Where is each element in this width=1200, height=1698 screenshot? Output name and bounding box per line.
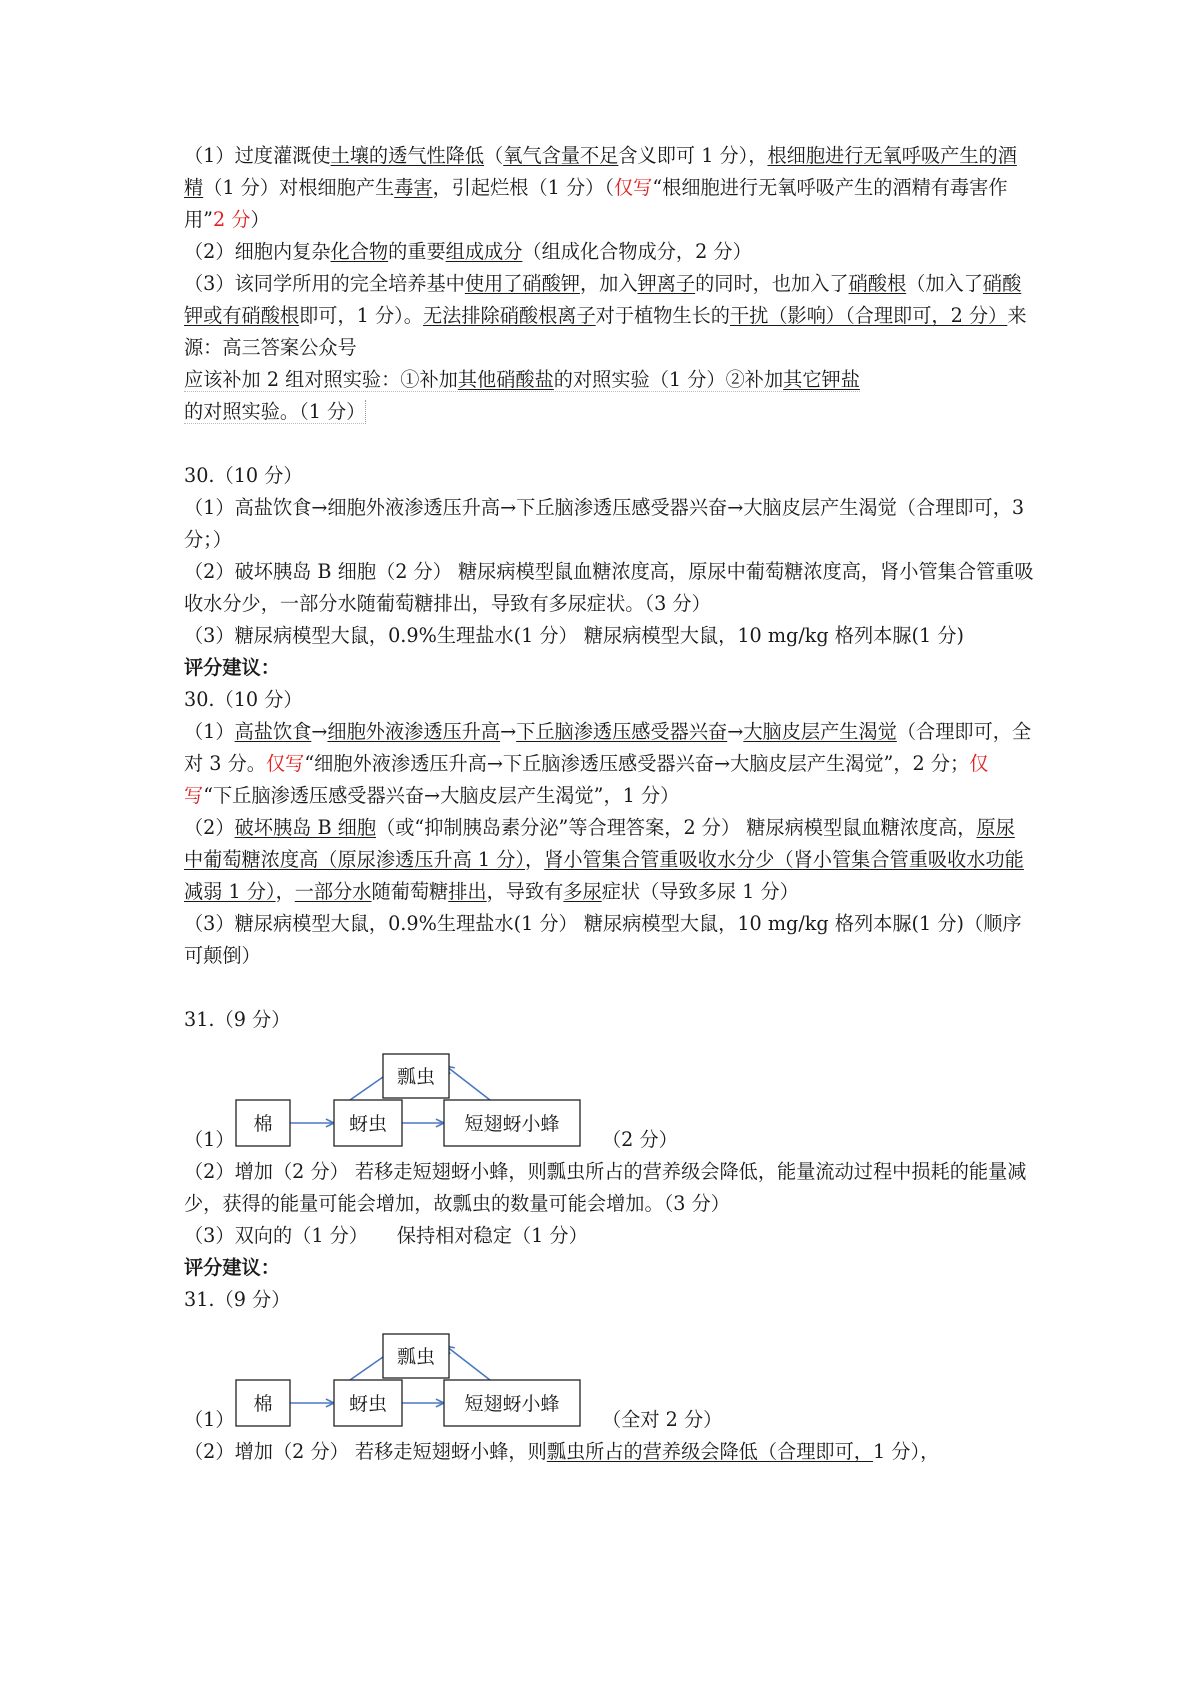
source-note: 来源：高三答案公众号 (184, 304, 1027, 359)
text: 症状（导致多尿 1 分） (601, 880, 799, 903)
node-label: 短翅蚜小蜂 (464, 1113, 560, 1135)
text: （1） (184, 720, 235, 743)
node-label: 棉 (253, 1393, 273, 1415)
key-point: 氧气含量不足 (503, 144, 619, 167)
q31b-line2 (184, 1436, 1034, 1468)
q30b-part3: （3）糖尿病模型大鼠，0.9%生理盐水(1 分） 糖尿病模型大鼠，10 mg/kg 格列本脲(1 分)（顺序可颠倒） (184, 912, 1022, 967)
answer-page (184, 140, 1034, 1468)
q30b-part2 (184, 812, 1034, 908)
q29-part3 (184, 268, 1034, 364)
node-wasp (444, 1100, 580, 1146)
q31-line3: （3）双向的（1 分） 保持相对稳定（1 分） (184, 1224, 588, 1247)
key-point: 肾小管集合管重吸收水分少（肾小管集合管重吸收水功能减弱 1 分） (184, 848, 1024, 903)
node-aphid (334, 1100, 402, 1146)
key-point: 其它钾盐 (783, 368, 860, 391)
q30-line3: （3）糖尿病模型大鼠，0.9%生理盐水(1 分） 糖尿病模型大鼠，10 mg/kg 格列本脲(1 分) (184, 624, 965, 647)
node-cotton (236, 1100, 290, 1146)
text: 1 分）， (873, 1440, 940, 1463)
key-point: 干扰（影响）（合理即可，2 分） (729, 304, 1008, 327)
text: （1）过度灌溉使 (184, 144, 331, 167)
q29-part4 (184, 364, 1034, 428)
text: （2）细胞内复杂 (184, 240, 331, 263)
q31-part1-label: （1） (184, 1128, 235, 1151)
key-point: 高盐饮食 (234, 720, 312, 743)
text: 含义即可 1 分）， (618, 144, 768, 167)
arrow-text: → (311, 720, 328, 743)
key-point: 排出 (448, 880, 487, 903)
key-point: 组成成分 (445, 240, 523, 263)
key-point: 使用了硝酸钾 (464, 272, 580, 295)
key-point: 其他硝酸盐 (457, 368, 554, 391)
key-point: 化合物 (330, 240, 389, 263)
text: 即可，1 分）。 (299, 304, 423, 327)
text: ， (525, 848, 545, 871)
q31b-header: 31.（9 分） (184, 1288, 291, 1311)
text: （ (484, 144, 504, 167)
key-point: 一部分水 (294, 880, 372, 903)
text: 对于植物生长的 (595, 304, 730, 327)
q30-line2: （2）破坏胰岛 B 细胞（2 分） 糖尿病模型鼠血糖浓度高，原尿中葡萄糖浓度高，肾小管集合管重吸收水分少，一部分水随葡萄糖排出，导致有多尿症状。（3 分） (184, 560, 1034, 615)
text: （加入了 (906, 272, 983, 295)
text: （2）增加（2 分） 若移走短翅蚜小蜂，则 (184, 1440, 547, 1463)
q31-part1-score: （2 分） (602, 1128, 678, 1151)
node-label: 蚜虫 (348, 1113, 388, 1135)
text: “下丘脑渗透压感受器兴奋→大脑皮层产生渴觉”，1 分） (203, 784, 680, 807)
red-note: 仅写 (265, 752, 305, 775)
q31b-food-web-row (184, 1316, 1034, 1436)
node-ladybug (383, 1334, 449, 1378)
key-point: 原尿中葡萄糖浓度高（原尿渗透压升高 1 分） (184, 816, 1015, 871)
text: （1 分）对根细胞产生 (203, 176, 395, 199)
key-point: 破坏胰岛 B 细胞 (234, 816, 377, 839)
text: 的对照实验（1 分）②补加 (553, 368, 784, 391)
node-label: 蚜虫 (348, 1393, 388, 1415)
scoring-advice-label: 评分建议： (184, 656, 280, 679)
text: ，加入 (579, 272, 638, 295)
text: 的同时，也加入了 (695, 272, 849, 295)
q30-line1: （1）高盐饮食→细胞外液渗透压升高→下丘脑渗透压感受器兴奋→大脑皮层产生渴觉（合理即可，3 分；） (184, 496, 1025, 551)
key-point: 根细胞进行无氧呼吸产生的酒精 (184, 144, 1017, 199)
q31-header: 31.（9 分） (184, 1008, 291, 1031)
key-point: 细胞外液渗透压升高 (327, 720, 501, 743)
key-point: 硝酸根 (848, 272, 907, 295)
key-point: 大脑皮层产生渴觉 (743, 720, 897, 743)
text: 应该补加 2 组对照实验：①补加 (184, 368, 458, 391)
node-aphid (334, 1380, 402, 1426)
q31b-part1-label: （1） (184, 1408, 235, 1431)
key-point: 多尿 (563, 880, 602, 903)
key-point: 钾离子 (637, 272, 696, 295)
node-label: 短翅蚜小蜂 (464, 1393, 560, 1415)
text: ， (275, 880, 295, 903)
node-wasp (444, 1380, 580, 1426)
edge-wasp-to-ladybug (446, 1066, 490, 1100)
red-note: 仅写 (613, 176, 653, 199)
key-point: 毒害 (394, 176, 433, 199)
q30b-part1 (184, 716, 1034, 812)
arrow-text: → (500, 720, 517, 743)
node-label: 棉 (253, 1113, 273, 1135)
text: （3）该同学所用的完全培养基中 (184, 272, 465, 295)
text: （合理即可，全对 3 分。 (184, 720, 1032, 775)
node-ladybug (383, 1054, 449, 1098)
q30b-header: 30.（10 分） (184, 688, 303, 711)
node-cotton (236, 1380, 290, 1426)
key-point: 瓢虫所占的营养级会降低（合理即可， (546, 1440, 873, 1463)
text: （2） (184, 816, 235, 839)
q29-part1 (184, 140, 1034, 236)
red-note: 仅写 (184, 752, 989, 807)
text: 的重要 (388, 240, 446, 263)
q31b-part1-score: （全对 2 分） (602, 1408, 723, 1431)
text: （或“抑制胰岛素分泌”等合理答案，2 分） 糖尿病模型鼠血糖浓度高， (376, 816, 977, 839)
red-note: 2 分 (213, 208, 251, 231)
q29-part2 (184, 236, 1034, 268)
q30-header: 30.（10 分） (184, 464, 303, 487)
key-point: 下丘脑渗透压感受器兴奋 (516, 720, 728, 743)
key-point: 土壤的透气性降低 (330, 144, 485, 167)
text: ） (250, 208, 270, 231)
text: “根细胞进行无氧呼吸产生的酒精有毒害作用” (184, 176, 1008, 231)
scoring-advice-label-2: 评分建议： (184, 1256, 280, 1279)
text: （组成化合物成分，2 分） (522, 240, 752, 263)
edge-wasp-to-ladybug (446, 1346, 490, 1380)
key-point: 硝酸钾或有硝酸根 (184, 272, 1022, 327)
q31-line2: （2）增加（2 分） 若移走短翅蚜小蜂，则瓢虫所占的营养级会降低，能量流动过程中损耗的能量减少，获得的能量可能会增加，故瓢虫的数量可能会增加。（3 分） (184, 1160, 1027, 1215)
q31-food-web-row (184, 1036, 1034, 1156)
key-point: 无法排除硝酸根离子 (422, 304, 596, 327)
text: 的对照实验。（1 分） (184, 400, 366, 423)
node-label: 瓢虫 (396, 1346, 436, 1368)
text: ，引起烂根（1 分）（ (432, 176, 614, 199)
text: ，导致有 (486, 880, 564, 903)
text: “细胞外液渗透压升高→下丘脑渗透压感受器兴奋→大脑皮层产生渴觉”，2 分； (304, 752, 970, 775)
arrow-text: → (727, 720, 744, 743)
text: 随葡萄糖 (371, 880, 449, 903)
node-label: 瓢虫 (396, 1066, 436, 1088)
